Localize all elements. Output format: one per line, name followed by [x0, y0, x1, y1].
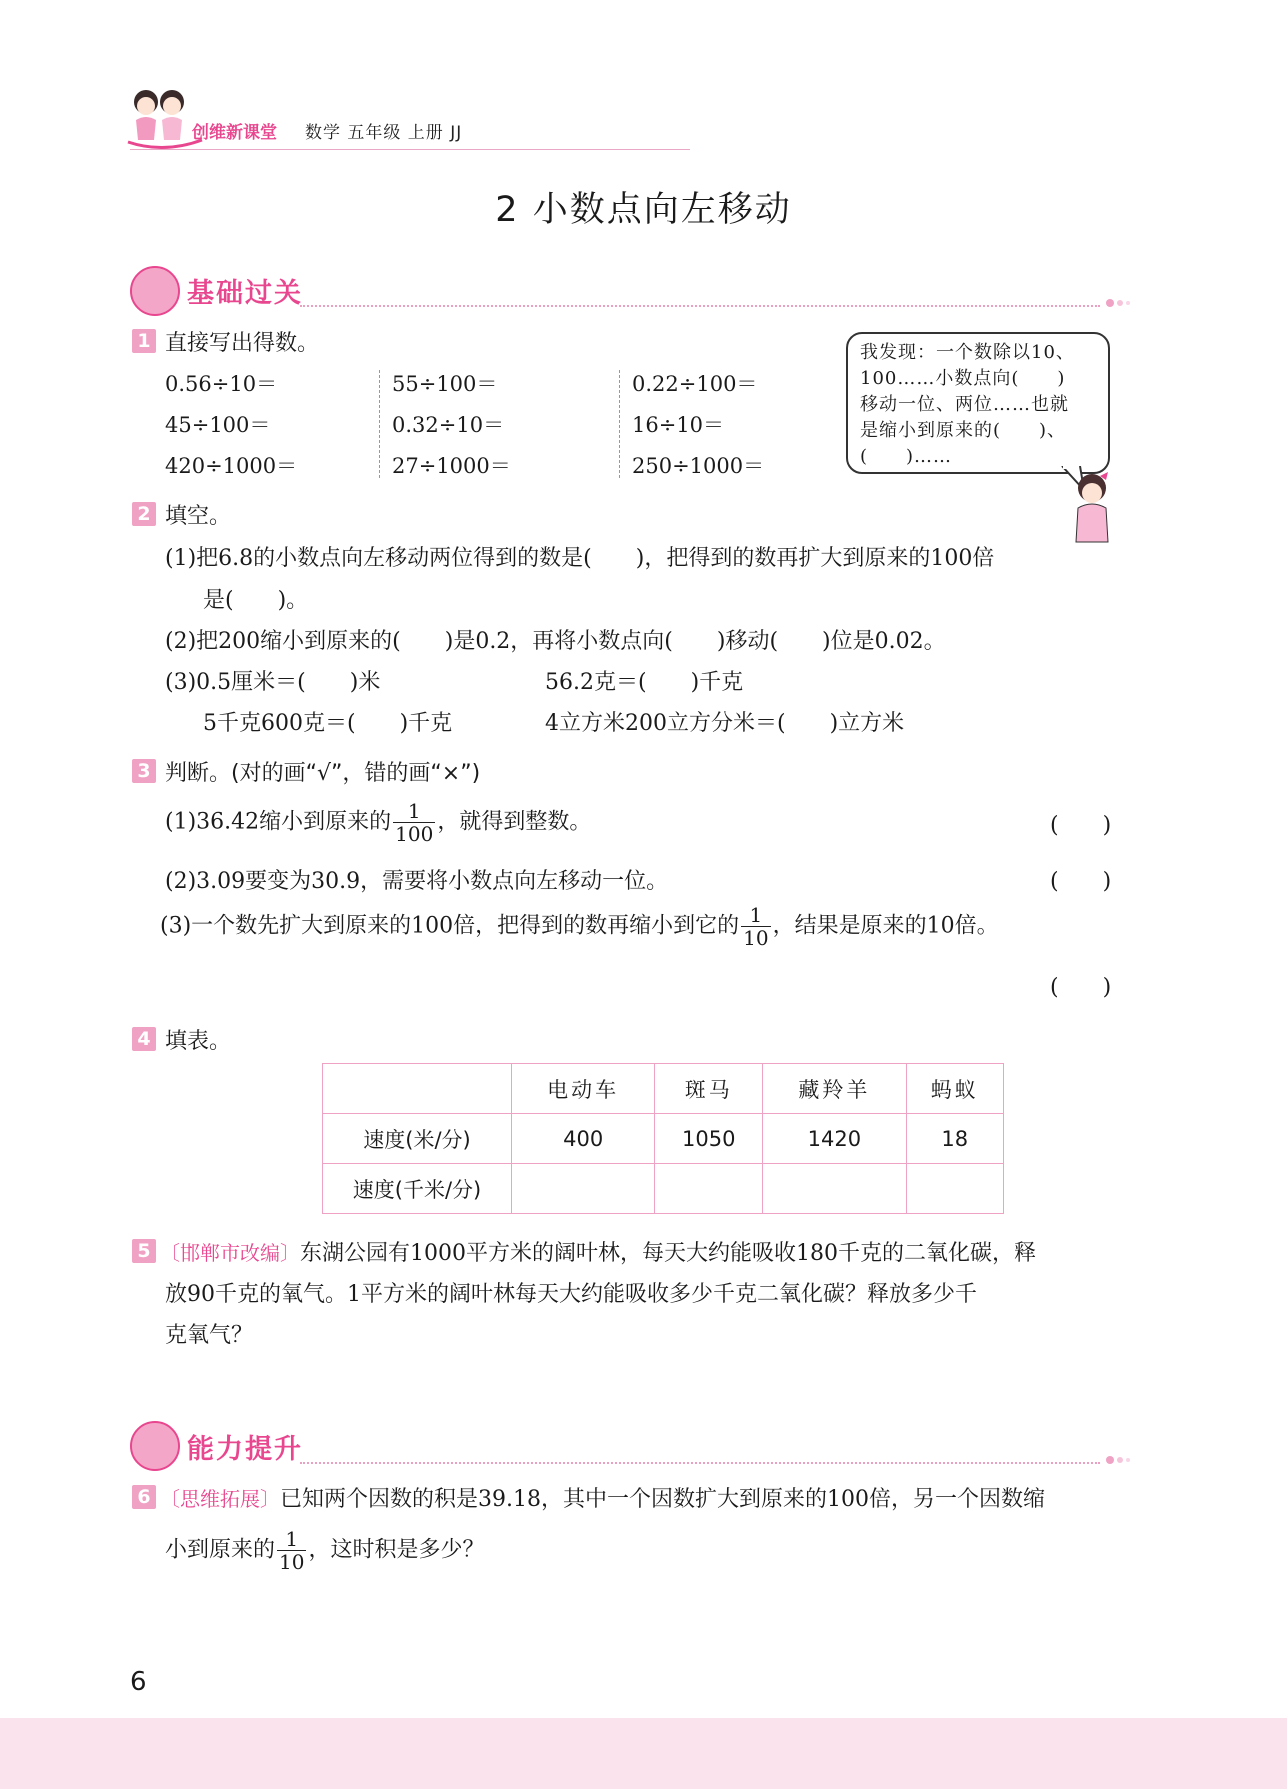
fill-line: (2)把200缩小到原来的( )是0.2，再将小数点向( )移动( )位是0.02。: [165, 629, 946, 654]
word-problem-line: 小到原来的 $\frac{1}{10}$ ，这时积是多少？: [165, 1527, 485, 1574]
calc-item: 16÷10＝: [632, 413, 725, 437]
answer-paren: ( ): [1050, 869, 1112, 894]
calc-item: 45÷100＝: [165, 413, 271, 437]
table-cell: [323, 1064, 512, 1114]
question-prompt: 填空。: [165, 504, 232, 529]
section-divider: [300, 1462, 1100, 1464]
table-cell[interactable]: [906, 1164, 1004, 1214]
bubble-text: 我发现：一个数除以10、 100……小数点向( ) 移动一位、两位……也就 是缩小到原来的( )、 ( )……: [860, 342, 1075, 467]
table-cell[interactable]: [655, 1164, 763, 1214]
table-cell: 18: [906, 1114, 1004, 1164]
calc-item: 250÷1000＝: [632, 454, 765, 478]
table-header-cell: 电动车: [512, 1064, 655, 1114]
question-number: 3: [132, 759, 156, 783]
table-row-label: 速度(米/分): [323, 1114, 512, 1164]
fill-line: 56.2克＝( )千克: [545, 670, 744, 695]
question-prompt: 判断。(对的画“√”，错的画“×”): [165, 761, 481, 786]
fill-line: 4立方米200立方分米＝( )立方米: [545, 711, 905, 736]
answer-paren: ( ): [1050, 975, 1112, 1000]
fill-line: (1)把6.8的小数点向左移动两位得到的数是( )，把得到的数再扩大到原来的100倍: [165, 546, 995, 571]
girl-character-icon: [1060, 470, 1120, 550]
section-title-advanced: 能力提升: [187, 1434, 303, 1465]
calc-item: 27÷1000＝: [392, 454, 511, 478]
header-rule: [130, 149, 690, 150]
table-row-label: 速度(千米/分): [323, 1164, 512, 1214]
table-header-cell: 蚂蚁: [906, 1064, 1004, 1114]
column-divider: [379, 370, 380, 478]
decor-dots-icon: [1104, 1453, 1134, 1467]
page-number: 6: [130, 1667, 147, 1697]
fraction: $\frac{1}{100}$: [395, 799, 434, 846]
table-cell[interactable]: [763, 1164, 906, 1214]
column-divider: [619, 370, 620, 478]
fill-line: (3)0.5厘米＝( )米: [165, 670, 381, 695]
table-row: [323, 1114, 1004, 1164]
word-problem-line: 放90千克的氧气。1平方米的阔叶林每天大约能吸收多少千克二氧化碳？释放多少千: [165, 1282, 977, 1307]
table-row: [323, 1064, 1004, 1114]
word-problem-line: 〔思维拓展〕已知两个因数的积是39.18，其中一个因数扩大到原来的100倍，另一个因数缩: [160, 1487, 1045, 1512]
fill-line: 是( )。: [203, 588, 309, 613]
calc-item: 0.32÷10＝: [392, 413, 505, 437]
table-cell: 1050: [655, 1114, 763, 1164]
calc-item: 55÷100＝: [392, 372, 498, 396]
judge-line: (1)36.42缩小到原来的 $\frac{1}{100}$ ，就得到整数。: [165, 799, 592, 846]
source-tag: 〔邯郸市改编〕: [160, 1241, 300, 1265]
fraction: $\frac{1}{10}$: [279, 1527, 305, 1574]
calc-item: 0.56÷10＝: [165, 372, 278, 396]
section-badge-icon: [130, 266, 180, 316]
question-number: 4: [132, 1027, 156, 1051]
question-number: 1: [132, 329, 156, 353]
decor-dots-icon: [1104, 296, 1134, 310]
word-problem-line: 〔邯郸市改编〕东湖公园有1000平方米的阔叶林，每天大约能吸收180千克的二氧化碳，释: [160, 1241, 1036, 1266]
section-divider: [300, 305, 1100, 307]
page-title: 2 小数点向左移动: [495, 190, 792, 230]
table-header-cell: 藏羚羊: [763, 1064, 906, 1114]
answer-paren: ( ): [1050, 813, 1112, 838]
question-prompt: 直接写出得数。: [165, 331, 320, 356]
table-row: [323, 1164, 1004, 1214]
question-number: 5: [132, 1239, 156, 1263]
book-info: 数学 五年级 上册 JJ: [305, 123, 463, 143]
table-header-cell: 斑马: [655, 1064, 763, 1114]
fill-line: 5千克600克＝( )千克: [203, 711, 453, 736]
section-badge-icon: [130, 1421, 180, 1471]
question-number: 2: [132, 502, 156, 526]
table-cell: 1420: [763, 1114, 906, 1164]
bottom-band: [0, 1718, 1287, 1789]
calc-item: 0.22÷100＝: [632, 372, 758, 396]
calc-item: 420÷1000＝: [165, 454, 298, 478]
judge-line: (2)3.09要变为30.9，需要将小数点向左移动一位。: [165, 869, 669, 894]
table-cell: 400: [512, 1114, 655, 1164]
judge-line: (3)一个数先扩大到原来的100倍，把得到的数再缩小到它的 $\frac{1}{10}$ ，结果是原来的10倍。: [160, 903, 999, 950]
section-title-basic: 基础过关: [187, 278, 303, 309]
source-tag: 〔思维拓展〕: [160, 1487, 280, 1511]
speed-table: [322, 1063, 1004, 1214]
question-prompt: 填表。: [165, 1029, 232, 1054]
table-cell[interactable]: [512, 1164, 655, 1214]
fraction: $\frac{1}{10}$: [743, 903, 769, 950]
question-number: 6: [132, 1485, 156, 1509]
brand-name: 创维新课堂: [192, 123, 277, 143]
word-problem-line: 克氧气？: [165, 1323, 254, 1348]
